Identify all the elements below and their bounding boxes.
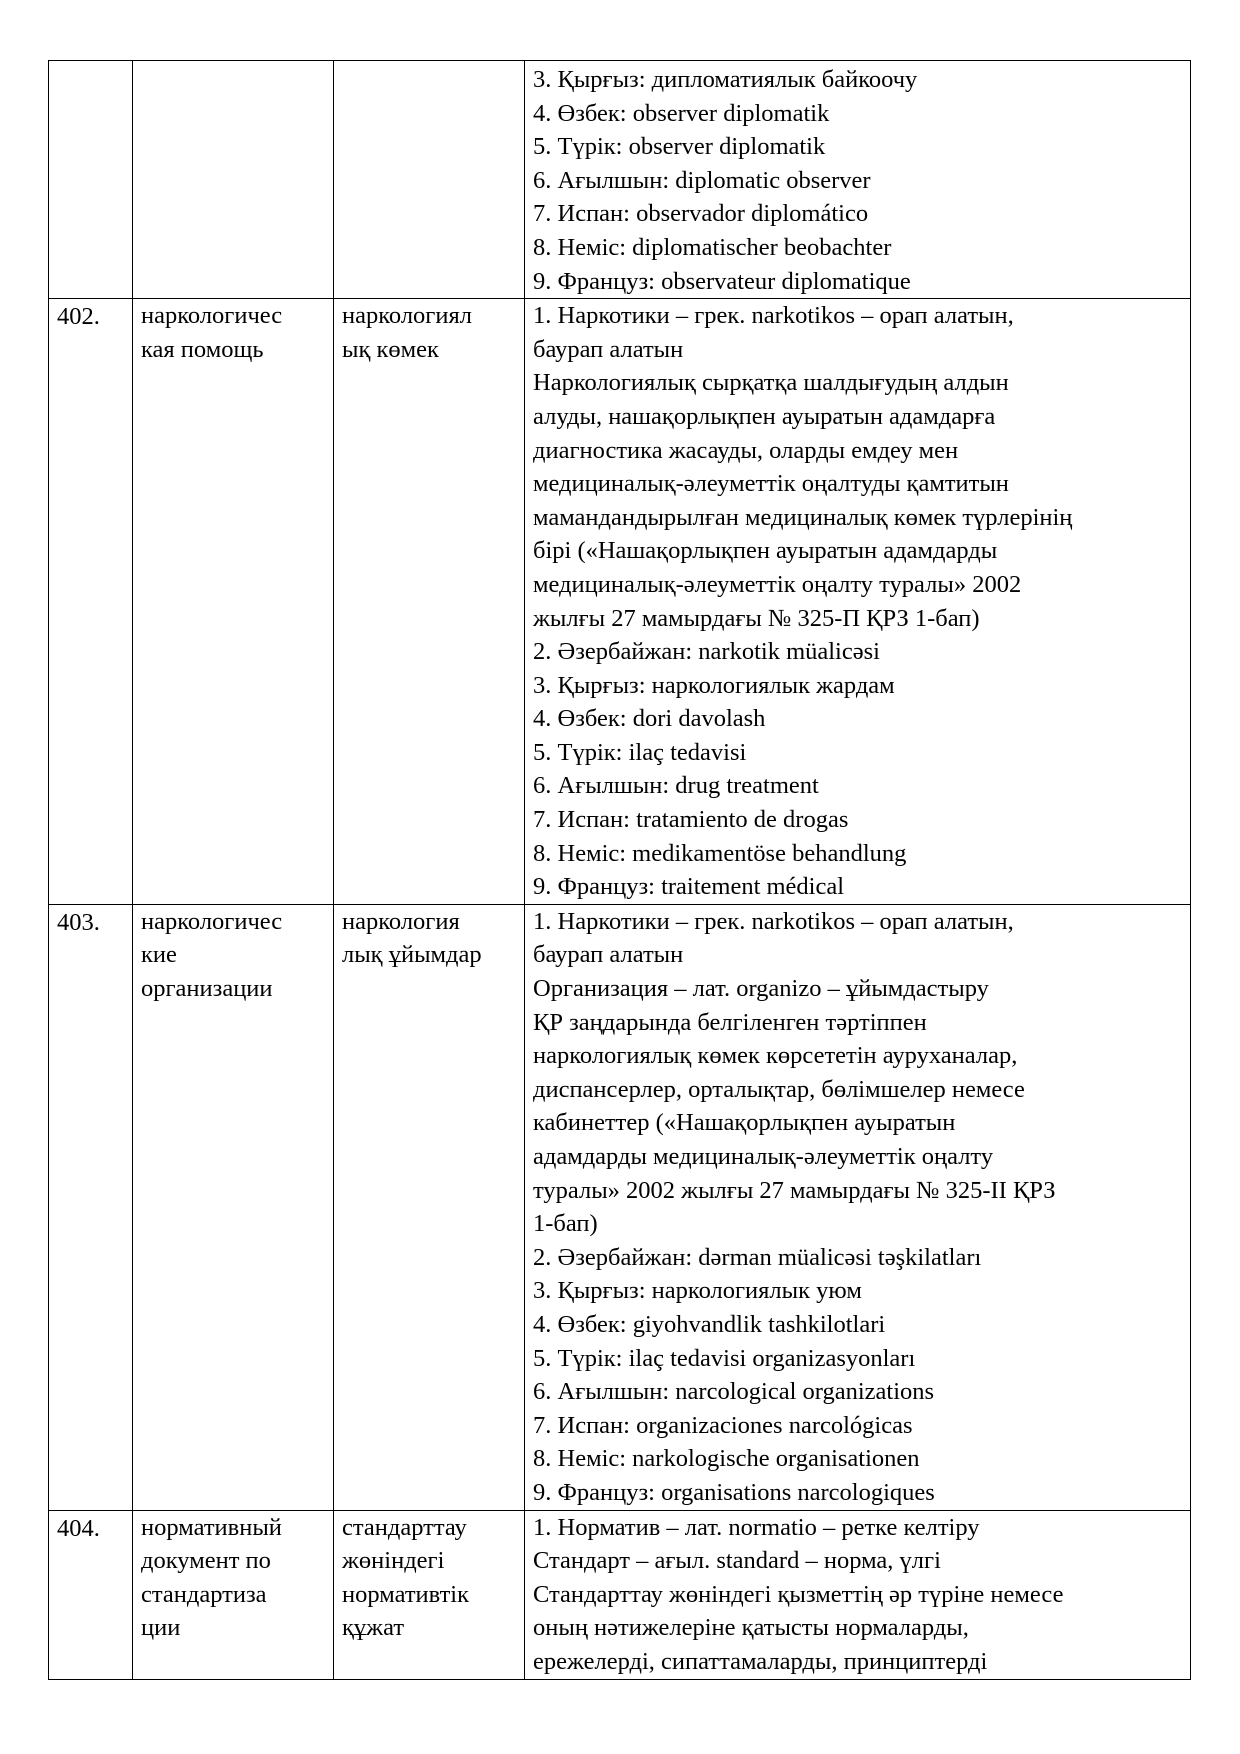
glossary-table — [48, 60, 1191, 1680]
kazakh-term-line: стандарттау — [342, 1513, 467, 1541]
kazakh-term-cell — [334, 61, 525, 299]
russian-term-line: наркологичес — [141, 907, 283, 935]
definition-line: ережелерді, сипаттамаларды, принциптерді — [533, 1647, 988, 1675]
definition-line: баурап алатын — [533, 941, 684, 969]
definition-line: диспансерлер, орталықтар, бөлімшелер немесе — [533, 1075, 1025, 1103]
definition-line: Наркологиялық сырқатқа шалдығудың алдын — [533, 369, 1009, 397]
definition-line: жылғы 27 мамырдағы № 325-П ҚРЗ 1-бап) — [533, 604, 980, 632]
definition-line: 4. Өзбек: giyohvandlik tashkilotlari — [533, 1310, 886, 1338]
definition-line: 3. Қырғыз: дипломатиялык байкоочу — [533, 66, 918, 93]
entry-number-cell — [49, 61, 133, 299]
russian-term-cell — [133, 61, 334, 299]
definition-cell — [525, 1510, 1191, 1679]
definition-line: 6. Ағылшын: diplomatic observer — [533, 166, 871, 194]
entry-number: 402. — [57, 303, 100, 331]
definition-line: 4. Өзбек: dori davolash — [533, 705, 766, 733]
definition-line: баурап алатын — [533, 335, 684, 363]
definition-line: медициналық-әлеуметтік оңалту туралы» 2002 — [533, 570, 1022, 598]
definition-line: 1. Наркотики – грек. narkotikos – орап алатын, — [533, 302, 1014, 330]
definition-line: 6. Ағылшын: narcological organizations — [533, 1378, 935, 1406]
entry-number: 403. — [57, 908, 100, 936]
definition-line: 8. Неміс: narkologische organisationen — [533, 1445, 920, 1473]
table-row — [49, 1510, 1191, 1679]
definition-line: адамдарды медициналық-әлеуметтік оңалту — [533, 1143, 994, 1170]
russian-term-line: кие — [141, 941, 177, 969]
definition-line: 9. Француз: traitement médical — [533, 873, 845, 901]
definition-line: диагностика жасауды, оларды емдеу мен — [533, 436, 959, 464]
definition-line: 7. Испан: observador diplomático — [533, 200, 869, 228]
table-body — [49, 61, 1191, 1680]
definition-line: 4. Өзбек: observer diplomatik — [533, 99, 830, 127]
kazakh-term-line: ық көмек — [342, 335, 439, 363]
definition-line: 2. Әзербайжан: dərman müalicəsi təşkilatları — [533, 1243, 982, 1271]
definition-line: 1. Норматив – лат. normatio – ретке келтіру — [533, 1513, 980, 1541]
definition-line: медициналық-әлеуметтік оңалтуды қамтитын — [533, 470, 1009, 498]
russian-term-cell — [133, 1510, 334, 1679]
kazakh-term-line: нормативтік — [342, 1580, 470, 1608]
definition-line: 7. Испан: organizaciones narcológicas — [533, 1411, 913, 1439]
kazakh-term-line: наркологиял — [342, 302, 472, 330]
russian-term-line: наркологичес — [141, 302, 283, 330]
definition-line: 7. Испан: tratamiento de drogas — [533, 806, 849, 834]
definition-line: алуды, нашақорлықпен ауыратын адамдарға — [533, 402, 996, 430]
definition-cell — [525, 299, 1191, 905]
definition-line: 3. Қырғыз: наркологиялык уюм — [533, 1277, 862, 1305]
entry-number-cell — [49, 299, 133, 905]
russian-term-line: ции — [141, 1614, 181, 1642]
russian-term-line: нормативный — [141, 1513, 282, 1541]
entry-number: 404. — [57, 1514, 100, 1542]
definition-line: 9. Француз: observateur diplomatique — [533, 267, 911, 295]
kazakh-term-line: наркология — [342, 907, 460, 935]
definition-line: кабинеттер («Нашақорлықпен ауыратын — [533, 1109, 956, 1137]
definition-cell — [525, 61, 1191, 299]
definition-line: ҚР заңдарында белгіленген тәртіппен — [533, 1008, 927, 1036]
definition-line: оның нәтижелеріне қатысты нормаларды, — [533, 1614, 969, 1642]
russian-term-line: организации — [141, 975, 273, 1003]
definition-line: 1. Наркотики – грек. narkotikos – орап алатын, — [533, 907, 1014, 935]
russian-term-line: документ по — [141, 1547, 271, 1575]
entry-number-cell — [49, 1510, 133, 1679]
russian-term-line: стандартиза — [141, 1580, 267, 1608]
definition-line: 5. Түрік: ilaç tedavisi — [533, 738, 747, 766]
russian-term-cell — [133, 904, 334, 1510]
definition-line: мамандандырылған медициналық көмек түрлерінің — [533, 503, 1073, 531]
kazakh-term-line: лық ұйымдар — [342, 941, 482, 969]
definition-line: 8. Неміс: diplomatischer beobachter — [533, 233, 892, 261]
kazakh-term-cell — [334, 1510, 525, 1679]
kazakh-term-cell — [334, 904, 525, 1510]
entry-number-cell — [49, 904, 133, 1510]
definition-line: 1-бап) — [533, 1210, 598, 1238]
definition-line: Стандарттау жөніндегі қызметтің әр түріне немесе — [533, 1580, 1064, 1608]
table-row — [49, 61, 1191, 299]
definition-line: 2. Әзербайжан: narkotik müalicəsi — [533, 638, 880, 666]
kazakh-term-cell — [334, 299, 525, 905]
definition-line: 6. Ағылшын: drug treatment — [533, 772, 819, 800]
russian-term-line: кая помощь — [141, 335, 264, 363]
russian-term-cell — [133, 299, 334, 905]
definition-line: наркологиялық көмек көрсететін ауруханалар, — [533, 1042, 1018, 1070]
table-row — [49, 299, 1191, 905]
definition-line: 8. Неміс: medikamentöse behandlung — [533, 839, 907, 867]
kazakh-term-line: жөніндегі — [342, 1547, 445, 1575]
definition-line: 5. Түрік: ilaç tedavisi organizasyonları — [533, 1344, 916, 1372]
definition-line: Стандарт – ағыл. standard – норма, үлгі — [533, 1547, 941, 1575]
definition-line: Организация – лат. organizo – ұйымдастыру — [533, 975, 989, 1003]
definition-line: 3. Қырғыз: наркологиялык жардам — [533, 671, 895, 699]
kazakh-term-line: құжат — [342, 1614, 405, 1642]
definition-line: 9. Француз: organisations narcologiques — [533, 1478, 935, 1506]
definition-line: бірі («Нашақорлықпен ауыратын адамдарды — [533, 537, 998, 565]
definition-cell — [525, 904, 1191, 1510]
definition-line: туралы» 2002 жылғы 27 мамырдағы № 325-II ҚРЗ — [533, 1176, 1056, 1204]
table-row — [49, 904, 1191, 1510]
definition-line: 5. Түрік: observer diplomatik — [533, 133, 826, 161]
